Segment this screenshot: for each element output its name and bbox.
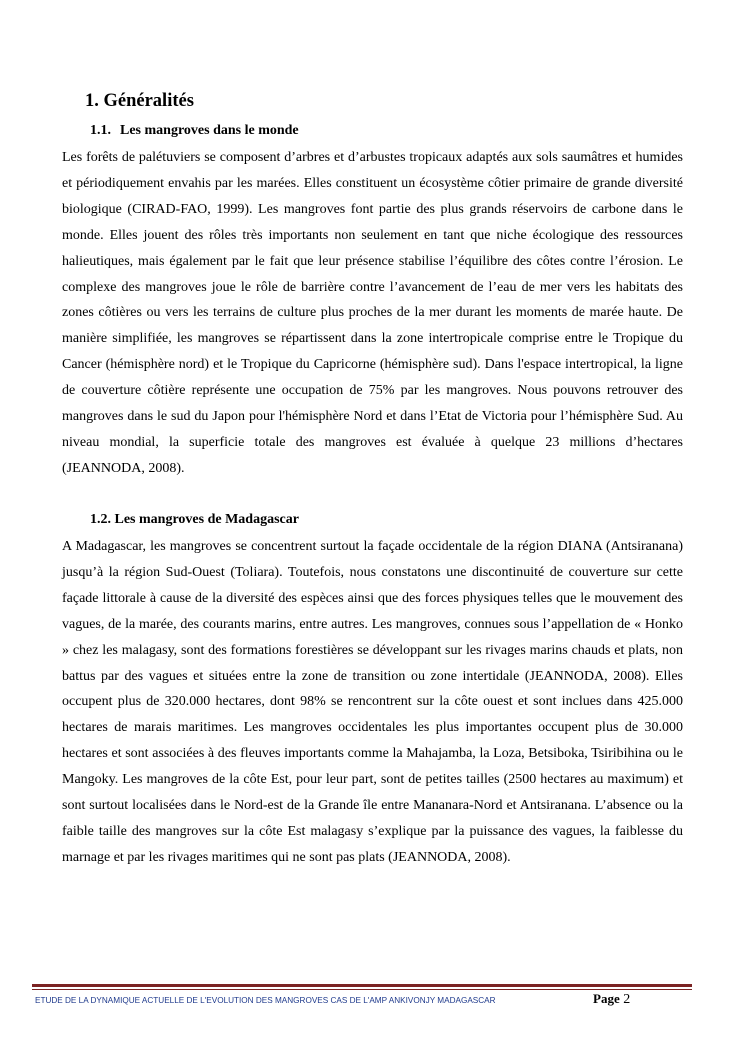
section-number: 1. [85, 91, 99, 111]
subsection-number: 1.2. [90, 512, 111, 527]
subsection-title: Les mangroves de Madagascar [114, 512, 299, 527]
subsection-heading-world [90, 122, 299, 140]
section-title: Généralités [103, 91, 194, 111]
paragraph-mangroves-madagascar: A Madagascar, les mangroves se concentrent surtout la façade occidentale de la région DIANA (Antsiranana) jusqu’à la région Sud-Ouest (Toliara). Toutefois, nous constatons une discontinuité de couverture sur cette façade littorale à cause de la diversité des espèces ainsi que des forces physiques telles que le mouvement des vagues, de la marée, des courants marins, entre autres. Les mangroves, connues sous l’appellation de « Honko » chez les malagasy, sont des formations forestières se développant sur les rivages marins chauds et plats, non battus par des vagues et situées entre la zone de transition ou zone intertidale (JEANNODA, 2008). Elles occupent plus de 320.000 hectares, dont 98% se rencontrent sur la côte ouest et sont inclues dans 425.000 hectares de marais maritimes. Les mangroves occidentales les plus importantes occupent plus de 30.000 hectares et sont associées à des fleuves importants comme la Mahajamba, la Loza, Betsiboka, Tsiribihina ou le Mangoky. Les mangroves de la côte Est, pour leur part, sont de petites tailles (2500 hectares au maximum) et sont surtout localisées dans le Nord-est de la Grande île entre Mananara-Nord et Antsiranana. L’absence ou la faible taille des mangroves sur la côte Est malagasy s’explique par la puissance des vagues, la faiblesse du marnage et par les rivages maritimes qui ne sont pas plats (JEANNODA, 2008). [62, 539, 683, 865]
subsection-title: Les mangroves dans le monde [120, 123, 299, 138]
page-label: Page [593, 991, 620, 1006]
subsection-number: 1.1. [90, 123, 111, 138]
footer-page-number [593, 991, 630, 1008]
footer-rule-thin [32, 989, 692, 990]
footer-rule-thick [32, 984, 692, 987]
subsection-heading-madagascar [90, 511, 299, 529]
paragraph-mangroves-world: Les forêts de palétuviers se composent d’arbres et d’arbustes tropicaux adaptés aux sols saumâtres et humides et périodiquement envahis par les marées. Elles constituent un écosystème côtier primaire de grande diversité biologique (CIRAD-FAO, 1999). Les mangroves font partie des plus grands réservoirs de carbone dans le monde. Elles jouent des rôles très importants non seulement en tant que niche écologique des ressources halieutiques, mais également par le fait que leur présence stabilise l’équilibre des côtes contre l’érosion. Le complexe des mangroves joue le rôle de barrière contre l’avancement de l’eau de mer vers les habitats des zones côtières ou vers les terrains de culture plus proches de la mer durant les moments de marée haute. De manière simplifiée, les mangroves se répartissent dans la zone intertropicale comprise entre le Tropique du Cancer (hémisphère nord) et le Tropique du Capricorne (hémisphère sud). Dans l'espace intertropical, la ligne de couverture côtière représente une occupation de 75% par les mangroves. Nous pouvons retrouver des mangroves dans le sud du Japon pour l'hémisphère Nord et dans l’Etat de Victoria pour l’hémisphère Sud. Au niveau mondial, la superficie totale des mangroves est évaluée à quelque 23 millions d’hectares (JEANNODA, 2008). [62, 150, 683, 476]
section-heading [85, 90, 194, 112]
page-number: 2 [623, 992, 631, 1007]
footer-document-title: ETUDE DE LA DYNAMIQUE ACTUELLE DE L'EVOLUTION DES MANGROVES CAS DE L'AMP ANKIVONJY MADAGASCAR [35, 996, 496, 1005]
